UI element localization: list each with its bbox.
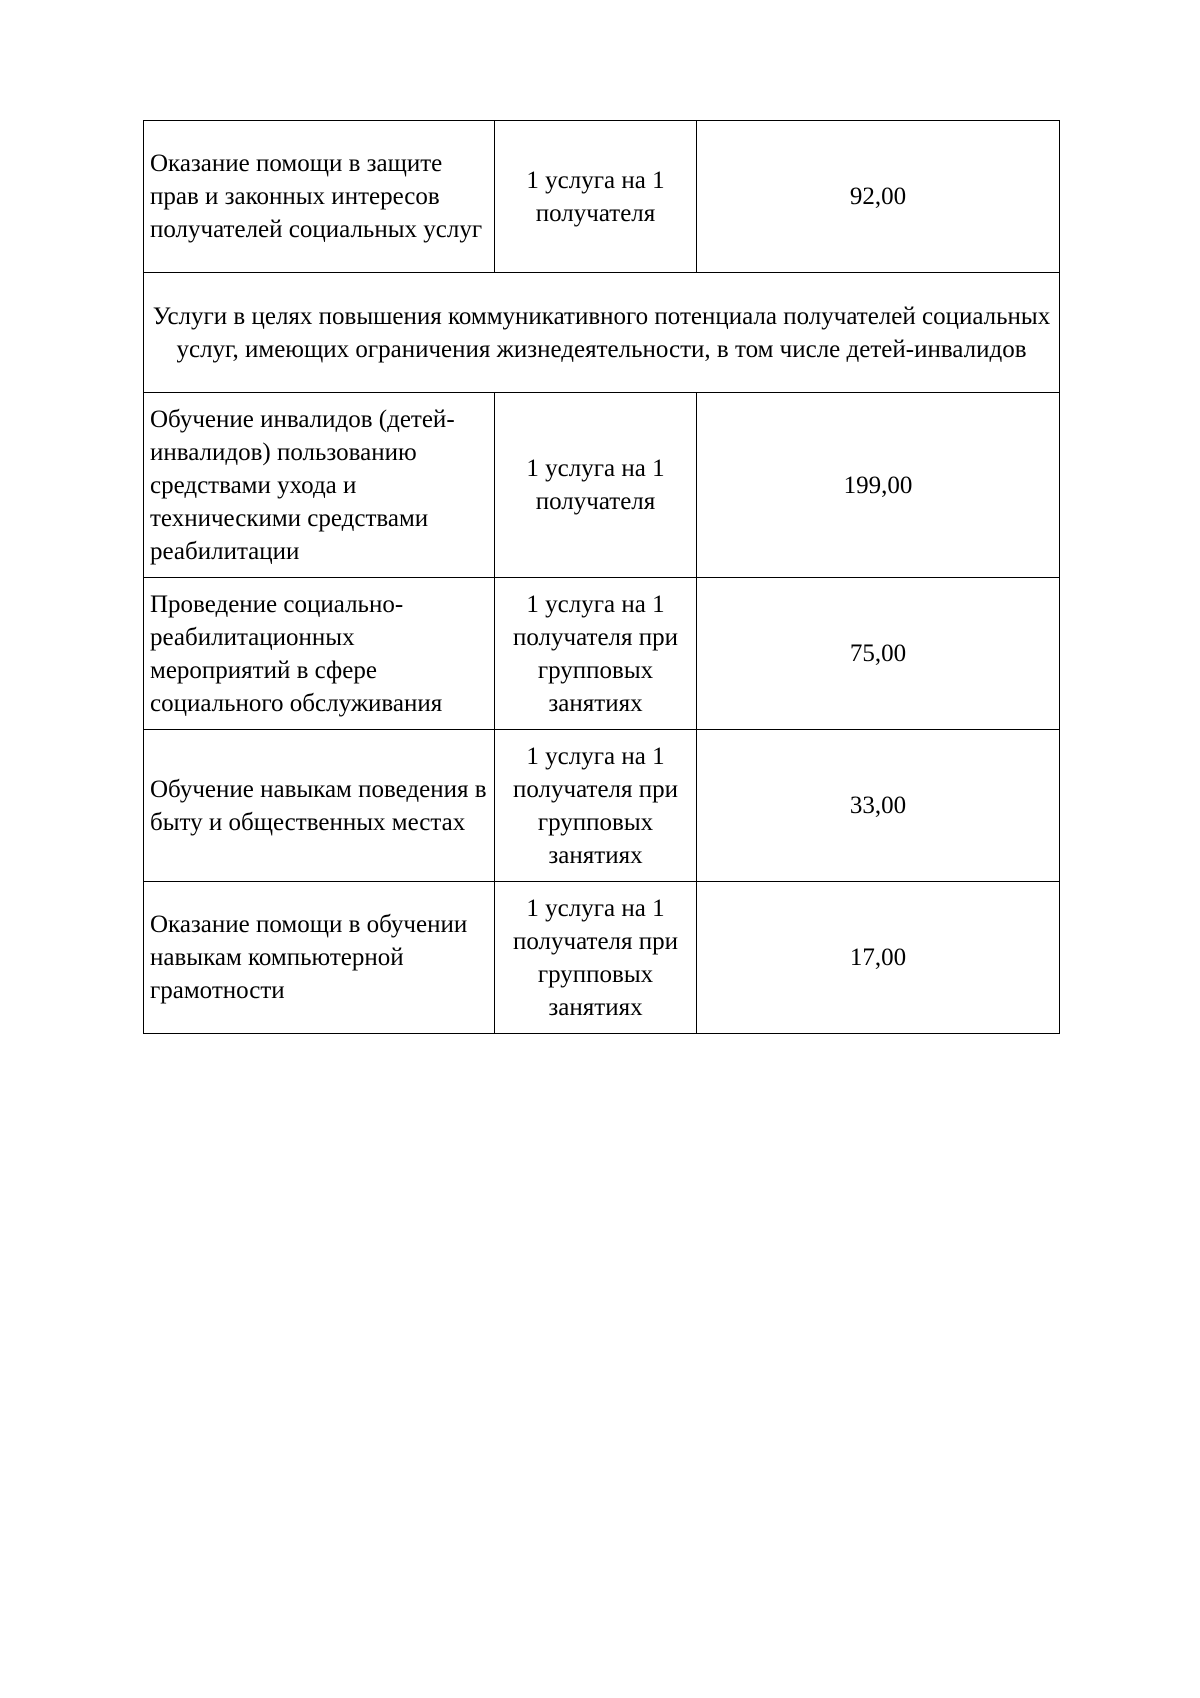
- service-name-cell: Обучение навыкам поведения в быту и общественных местах: [144, 730, 495, 882]
- service-price-cell: 199,00: [697, 393, 1060, 578]
- service-name-cell: Обучение инвалидов (детей-инвалидов) пользованию средствами ухода и техническими средствами реабилитации: [144, 393, 495, 578]
- services-price-table: [143, 120, 1060, 1034]
- service-unit-cell: 1 услуга на 1 получателя: [495, 393, 697, 578]
- table-row: [144, 393, 1060, 578]
- table-row: [144, 578, 1060, 730]
- table-row: [144, 882, 1060, 1034]
- table-row: [144, 121, 1060, 273]
- section-title-cell: Услуги в целях повышения коммуникативного потенциала получателей социальных услуг, имеющих ограничения жизнедеятельности, в том числе детей-инвалидов: [144, 273, 1060, 393]
- service-name-cell: Оказание помощи в обучении навыкам компьютерной грамотности: [144, 882, 495, 1034]
- service-price-cell: 92,00: [697, 121, 1060, 273]
- service-unit-cell: 1 услуга на 1 получателя при групповых занятиях: [495, 730, 697, 882]
- service-unit-cell: 1 услуга на 1 получателя при групповых занятиях: [495, 882, 697, 1034]
- service-price-cell: 33,00: [697, 730, 1060, 882]
- service-price-cell: 17,00: [697, 882, 1060, 1034]
- section-header-row: [144, 273, 1060, 393]
- table-row: [144, 730, 1060, 882]
- service-price-cell: 75,00: [697, 578, 1060, 730]
- service-name-cell: Оказание помощи в защите прав и законных интересов получателей социальных услуг: [144, 121, 495, 273]
- service-unit-cell: 1 услуга на 1 получателя: [495, 121, 697, 273]
- service-name-cell: Проведение социально-реабилитационных мероприятий в сфере социального обслуживания: [144, 578, 495, 730]
- service-unit-cell: 1 услуга на 1 получателя при групповых занятиях: [495, 578, 697, 730]
